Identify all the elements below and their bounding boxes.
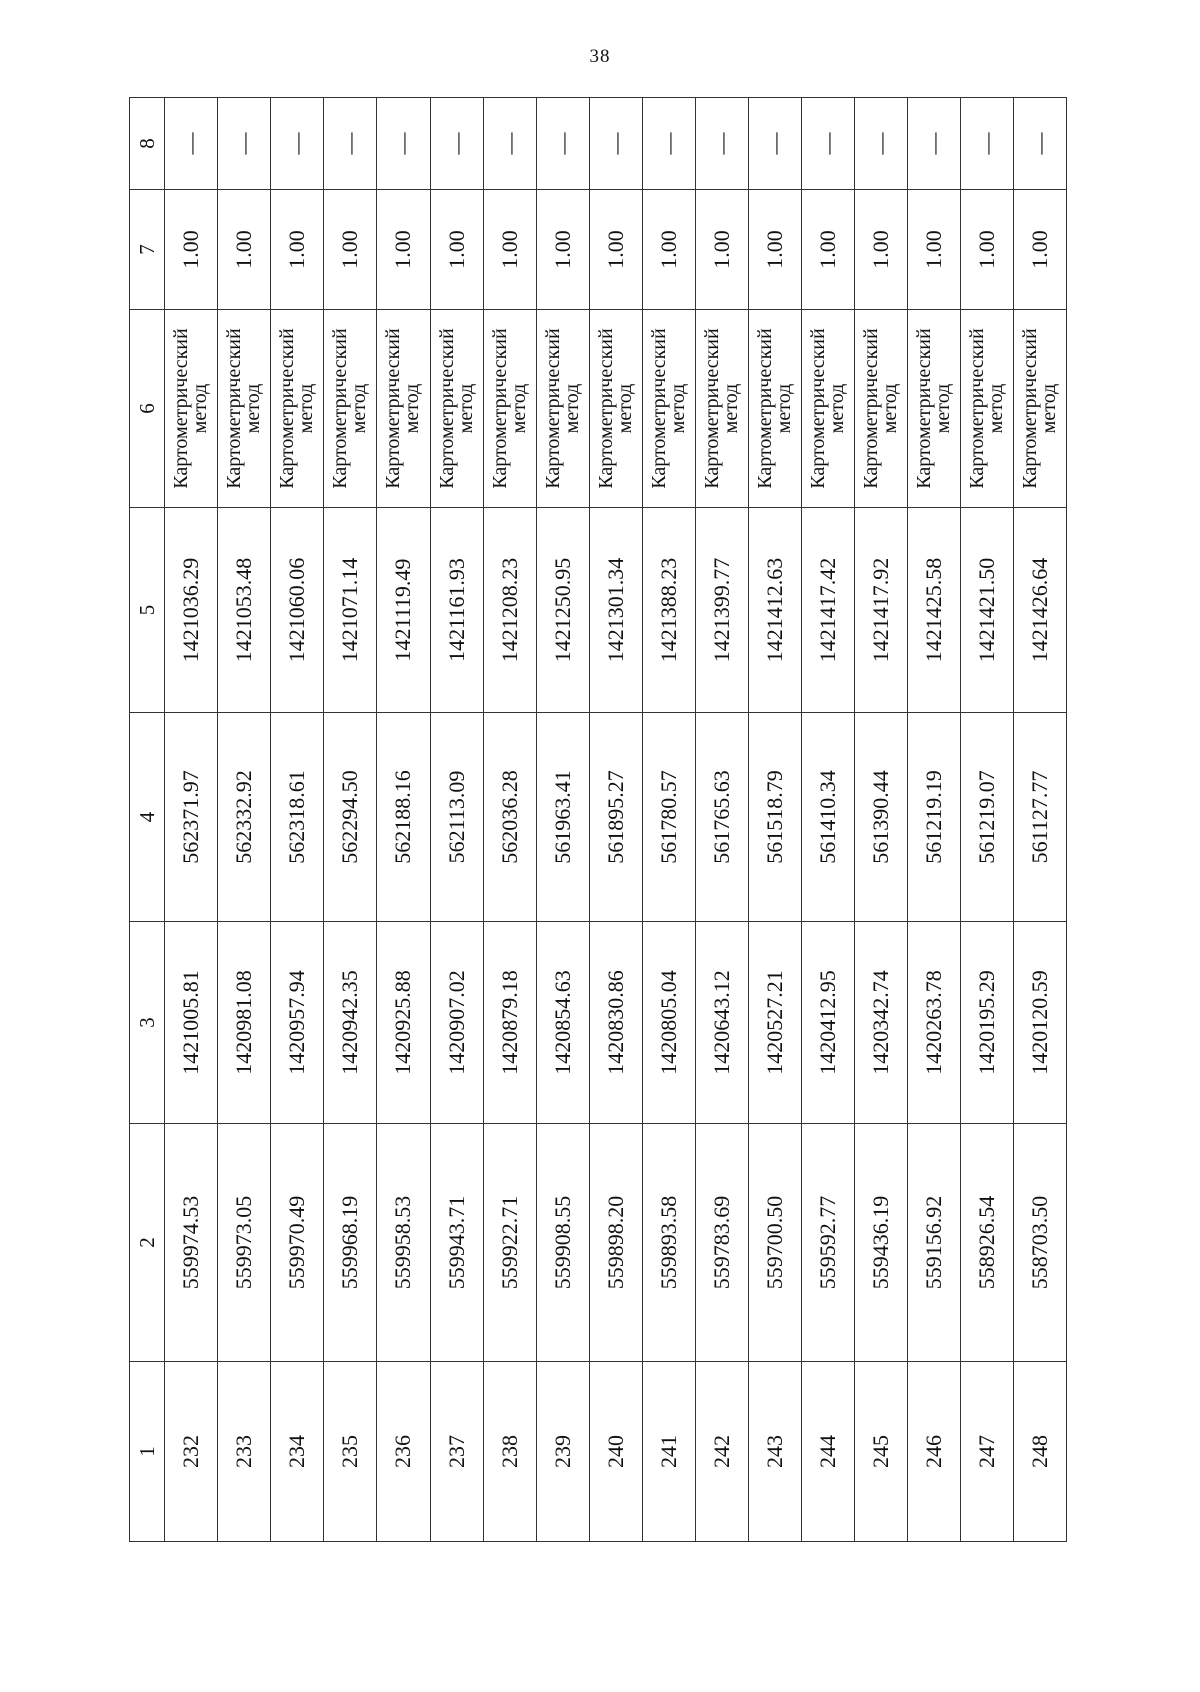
rotated-table-container [129,98,1067,1542]
column-header-3: 3 [130,922,165,1124]
cell-y-new: 1421036.29 [165,508,218,713]
cell-x-new: 561963.41 [536,713,589,922]
cell-y-new: 1421060.06 [271,508,324,713]
cell-accuracy: 1.00 [271,190,324,310]
table-row [165,98,218,1542]
cell-point-number: 239 [536,1362,589,1542]
cell-accuracy: 1.00 [801,190,854,310]
cell-method: Картометрический метод [960,310,1013,508]
cell-x-new: 561518.79 [748,713,801,922]
cell-accuracy: 1.00 [483,190,536,310]
cell-point-number: 235 [324,1362,377,1542]
cell-method: Картометрический метод [1013,310,1066,508]
cell-point-number: 240 [589,1362,642,1542]
coordinates-table [129,97,1067,1542]
cell-method: Картометрический метод [748,310,801,508]
cell-accuracy: 1.00 [324,190,377,310]
cell-x-old: 559974.53 [165,1124,218,1362]
column-header-1: 1 [130,1362,165,1542]
column-header-6: 6 [130,310,165,508]
cell-y-old: 1420981.08 [218,922,271,1124]
cell-point-number: 241 [642,1362,695,1542]
cell-point-number: 242 [695,1362,748,1542]
cell-method: Картометрический метод [801,310,854,508]
column-header-4: 4 [130,713,165,922]
cell-x-old: 559922.71 [483,1124,536,1362]
cell-x-old: 559943.71 [430,1124,483,1362]
table-row [801,98,854,1542]
cell-y-old: 1420879.18 [483,922,536,1124]
cell-point-number: 247 [960,1362,1013,1542]
cell-x-new: 562371.97 [165,713,218,922]
cell-y-old: 1420854.63 [536,922,589,1124]
table-row [907,98,960,1542]
table-row [695,98,748,1542]
table-body [130,98,1067,1542]
cell-point-number: 243 [748,1362,801,1542]
cell-note: — [960,98,1013,190]
cell-y-new: 1421250.95 [536,508,589,713]
cell-accuracy: 1.00 [907,190,960,310]
cell-accuracy: 1.00 [854,190,907,310]
cell-x-new: 561895.27 [589,713,642,922]
cell-x-old: 559156.92 [907,1124,960,1362]
cell-x-old: 559898.20 [589,1124,642,1362]
cell-point-number: 238 [483,1362,536,1542]
cell-method: Картометрический метод [483,310,536,508]
cell-accuracy: 1.00 [218,190,271,310]
cell-y-old: 1420527.21 [748,922,801,1124]
table-row [377,98,430,1542]
cell-y-new: 1421208.23 [483,508,536,713]
cell-y-old: 1420805.04 [642,922,695,1124]
cell-point-number: 237 [430,1362,483,1542]
cell-x-old: 559968.19 [324,1124,377,1362]
cell-accuracy: 1.00 [536,190,589,310]
cell-method: Картометрический метод [218,310,271,508]
cell-y-new: 1421119.49 [377,508,430,713]
column-header-7: 7 [130,190,165,310]
cell-y-new: 1421053.48 [218,508,271,713]
cell-point-number: 233 [218,1362,271,1542]
cell-method: Картометрический метод [642,310,695,508]
cell-note: — [271,98,324,190]
cell-method: Картометрический метод [324,310,377,508]
cell-method: Картометрический метод [695,310,748,508]
cell-y-new: 1421161.93 [430,508,483,713]
cell-y-old: 1420942.35 [324,922,377,1124]
table-row [960,98,1013,1542]
cell-y-old: 1420925.88 [377,922,430,1124]
cell-y-old: 1420907.02 [430,922,483,1124]
cell-note: — [854,98,907,190]
cell-x-new: 562332.92 [218,713,271,922]
cell-x-new: 561410.34 [801,713,854,922]
cell-y-new: 1421417.42 [801,508,854,713]
table-row [642,98,695,1542]
cell-x-new: 562294.50 [324,713,377,922]
cell-y-old: 1420342.74 [854,922,907,1124]
cell-x-old: 559436.19 [854,1124,907,1362]
cell-y-old: 1420643.12 [695,922,748,1124]
cell-x-new: 562036.28 [483,713,536,922]
cell-point-number: 244 [801,1362,854,1542]
cell-accuracy: 1.00 [1013,190,1066,310]
cell-note: — [218,98,271,190]
cell-x-new: 561390.44 [854,713,907,922]
cell-accuracy: 1.00 [960,190,1013,310]
cell-accuracy: 1.00 [642,190,695,310]
cell-accuracy: 1.00 [748,190,801,310]
cell-y-new: 1421388.23 [642,508,695,713]
cell-method: Картометрический метод [271,310,324,508]
cell-y-new: 1421412.63 [748,508,801,713]
cell-point-number: 236 [377,1362,430,1542]
cell-x-old: 558703.50 [1013,1124,1066,1362]
coordinates-table-frame [129,98,1067,1542]
cell-accuracy: 1.00 [377,190,430,310]
cell-x-new: 562318.61 [271,713,324,922]
cell-x-old: 559893.58 [642,1124,695,1362]
cell-note: — [589,98,642,190]
cell-method: Картометрический метод [165,310,218,508]
table-row [430,98,483,1542]
cell-x-new: 562188.16 [377,713,430,922]
cell-y-new: 1421425.58 [907,508,960,713]
cell-x-old: 559958.53 [377,1124,430,1362]
cell-note: — [907,98,960,190]
column-header-5: 5 [130,508,165,713]
cell-note: — [1013,98,1066,190]
cell-x-old: 559973.05 [218,1124,271,1362]
cell-method: Картометрический метод [536,310,589,508]
cell-x-new: 561219.19 [907,713,960,922]
table-row [324,98,377,1542]
cell-point-number: 246 [907,1362,960,1542]
cell-y-old: 1420412.95 [801,922,854,1124]
cell-y-old: 1420957.94 [271,922,324,1124]
cell-y-new: 1421417.92 [854,508,907,713]
cell-x-old: 559908.55 [536,1124,589,1362]
cell-accuracy: 1.00 [695,190,748,310]
cell-note: — [324,98,377,190]
cell-x-old: 558926.54 [960,1124,1013,1362]
cell-x-old: 559970.49 [271,1124,324,1362]
cell-point-number: 234 [271,1362,324,1542]
cell-point-number: 245 [854,1362,907,1542]
cell-y-old: 1420120.59 [1013,922,1066,1124]
cell-note: — [377,98,430,190]
cell-x-old: 559700.50 [748,1124,801,1362]
table-row [748,98,801,1542]
cell-method: Картометрический метод [377,310,430,508]
table-row [854,98,907,1542]
table-row [218,98,271,1542]
column-header-8: 8 [130,98,165,190]
cell-x-new: 562113.09 [430,713,483,922]
cell-x-old: 559592.77 [801,1124,854,1362]
cell-accuracy: 1.00 [430,190,483,310]
cell-point-number: 248 [1013,1362,1066,1542]
cell-x-new: 561765.63 [695,713,748,922]
cell-note: — [430,98,483,190]
cell-method: Картометрический метод [854,310,907,508]
header-row [130,98,165,1542]
page-number: 38 [589,46,611,67]
table-row [271,98,324,1542]
cell-accuracy: 1.00 [589,190,642,310]
cell-y-old: 1420830.86 [589,922,642,1124]
cell-note: — [642,98,695,190]
cell-accuracy: 1.00 [165,190,218,310]
cell-note: — [695,98,748,190]
table-row [589,98,642,1542]
cell-x-old: 559783.69 [695,1124,748,1362]
column-header-2: 2 [130,1124,165,1362]
cell-y-old: 1421005.81 [165,922,218,1124]
cell-y-new: 1421421.50 [960,508,1013,713]
cell-y-old: 1420263.78 [907,922,960,1124]
cell-point-number: 232 [165,1362,218,1542]
cell-x-new: 561127.77 [1013,713,1066,922]
table-row [536,98,589,1542]
cell-x-new: 561219.07 [960,713,1013,922]
cell-note: — [483,98,536,190]
cell-method: Картометрический метод [907,310,960,508]
cell-x-new: 561780.57 [642,713,695,922]
cell-note: — [536,98,589,190]
cell-y-new: 1421399.77 [695,508,748,713]
cell-note: — [748,98,801,190]
cell-method: Картометрический метод [430,310,483,508]
cell-y-new: 1421426.64 [1013,508,1066,713]
cell-note: — [801,98,854,190]
table-row [483,98,536,1542]
cell-y-new: 1421301.34 [589,508,642,713]
table-row [1013,98,1066,1542]
cell-y-old: 1420195.29 [960,922,1013,1124]
cell-note: — [165,98,218,190]
cell-method: Картометрический метод [589,310,642,508]
cell-y-new: 1421071.14 [324,508,377,713]
